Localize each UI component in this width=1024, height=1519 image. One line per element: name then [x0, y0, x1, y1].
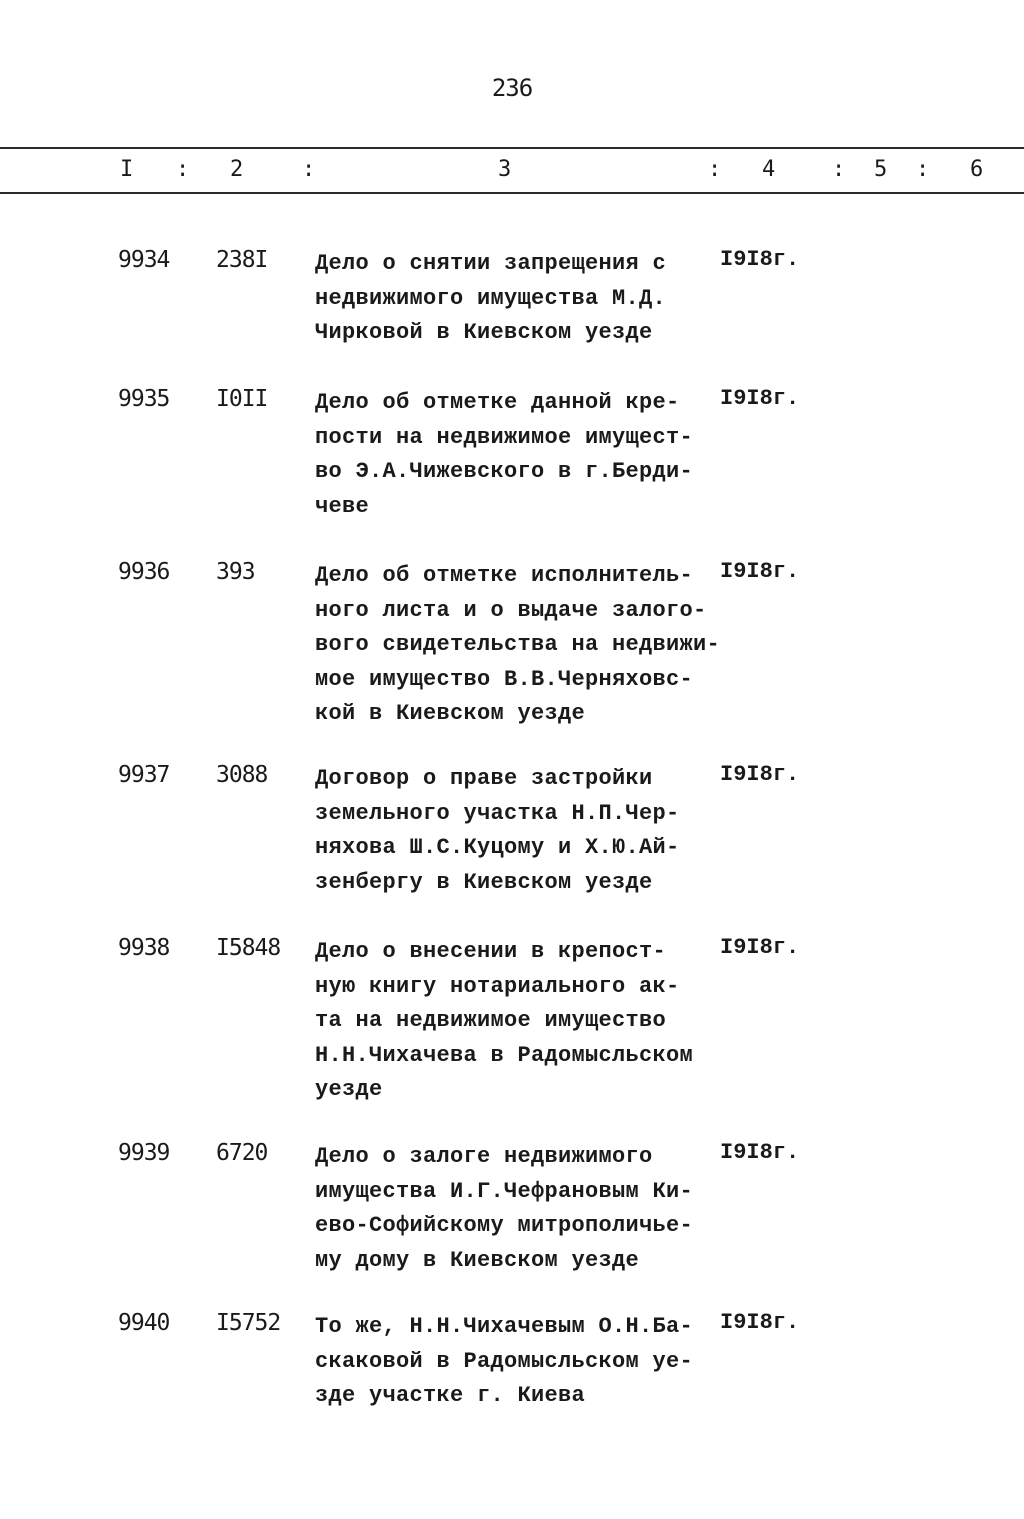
- description-line: мое имущество В.В.Черняховс-: [315, 666, 694, 692]
- old-reference-number: 3088: [216, 762, 268, 788]
- description-line: ево-Софийскому митрополичье-: [315, 1213, 694, 1238]
- description-line: недвижимого имущества М.Д.: [315, 285, 667, 311]
- old-reference-number: 6720: [216, 1140, 268, 1166]
- page-number: 236: [491, 74, 533, 102]
- description-line: скаковой в Радомысльском уе-: [315, 1348, 694, 1374]
- record-number: 9939: [118, 1140, 170, 1166]
- record-description: [315, 559, 725, 732]
- description-line: То же, Н.Н.Чихачевым О.Н.Ба-: [315, 1314, 694, 1339]
- description-line: Н.Н.Чихачева в Радомысльском: [315, 1042, 694, 1068]
- record-date: I9I8г.: [720, 1140, 800, 1165]
- header-col-4: 4: [762, 157, 776, 182]
- header-col-6: 6: [970, 157, 984, 182]
- table-header-bottom-rule: [0, 192, 1024, 194]
- description-line: ного листа и о выдаче залого-: [315, 597, 707, 623]
- description-line: кой в Киевском уезде: [315, 701, 586, 726]
- record-date: I9I8г.: [720, 559, 800, 584]
- record-date: I9I8г.: [720, 762, 800, 787]
- description-line: зенбергу в Киевском уезде: [315, 869, 653, 895]
- record-description: [315, 1310, 725, 1414]
- old-reference-number: I5752: [216, 1310, 281, 1336]
- description-line: зде участке г. Киева: [315, 1383, 586, 1408]
- header-col-5: 5: [874, 157, 888, 182]
- description-line: пости на недвижимое имущест-: [315, 424, 694, 450]
- record-number: 9938: [118, 935, 170, 961]
- record-description: [315, 247, 725, 351]
- description-line: земельного участка Н.П.Чер-: [315, 800, 680, 826]
- description-line: Чирковой в Киевском уезде: [315, 320, 653, 345]
- record-number: 9940: [118, 1310, 170, 1336]
- description-line: Дело о внесении в крепост-: [315, 939, 667, 964]
- record-number: 9937: [118, 762, 170, 788]
- old-reference-number: 393: [216, 559, 255, 585]
- header-separator: :: [832, 157, 846, 182]
- description-line: во Э.А.Чижевского в г.Берди-: [315, 459, 694, 484]
- description-line: му дому в Киевском уезде: [315, 1247, 640, 1273]
- header-separator: :: [176, 157, 190, 182]
- description-line: ную книгу нотариального ак-: [315, 973, 680, 999]
- description-line: та на недвижимое имущество: [315, 1008, 667, 1033]
- header-separator: :: [302, 157, 316, 182]
- record-number: 9935: [118, 386, 170, 412]
- old-reference-number: I0II: [216, 386, 268, 412]
- record-number: 9936: [118, 559, 170, 585]
- record-date: I9I8г.: [720, 1310, 800, 1335]
- record-description: [315, 935, 725, 1108]
- description-line: чеве: [315, 493, 370, 519]
- old-reference-number: 238I: [216, 247, 268, 273]
- description-line: няхова Ш.С.Куцому и Х.Ю.Ай-: [315, 835, 680, 860]
- description-line: Дело о снятии запрещения с: [315, 251, 667, 276]
- description-line: Дело об отметке данной кре-: [315, 390, 680, 415]
- description-line: уезде: [315, 1077, 383, 1102]
- description-line: имущества И.Г.Чефрановым Ки-: [315, 1178, 694, 1204]
- header-col-3: 3: [498, 157, 512, 182]
- header-separator: :: [916, 157, 930, 182]
- header-col-1: I: [120, 157, 134, 182]
- header-col-2: 2: [230, 157, 244, 182]
- description-line: вого свидетельства на недвижи-: [315, 632, 721, 657]
- record-number: 9934: [118, 247, 170, 273]
- record-description: [315, 1140, 725, 1278]
- header-separator: :: [708, 157, 722, 182]
- record-date: I9I8г.: [720, 935, 800, 960]
- record-description: [315, 386, 725, 524]
- description-line: Дело об отметке исполнитель-: [315, 563, 694, 588]
- record-date: I9I8г.: [720, 247, 800, 272]
- description-line: Договор о праве застройки: [315, 766, 653, 791]
- record-description: [315, 762, 725, 900]
- description-line: Дело о залоге недвижимого: [315, 1144, 653, 1169]
- table-header-top-rule: [0, 147, 1024, 149]
- record-date: I9I8г.: [720, 386, 800, 411]
- old-reference-number: I5848: [216, 935, 281, 961]
